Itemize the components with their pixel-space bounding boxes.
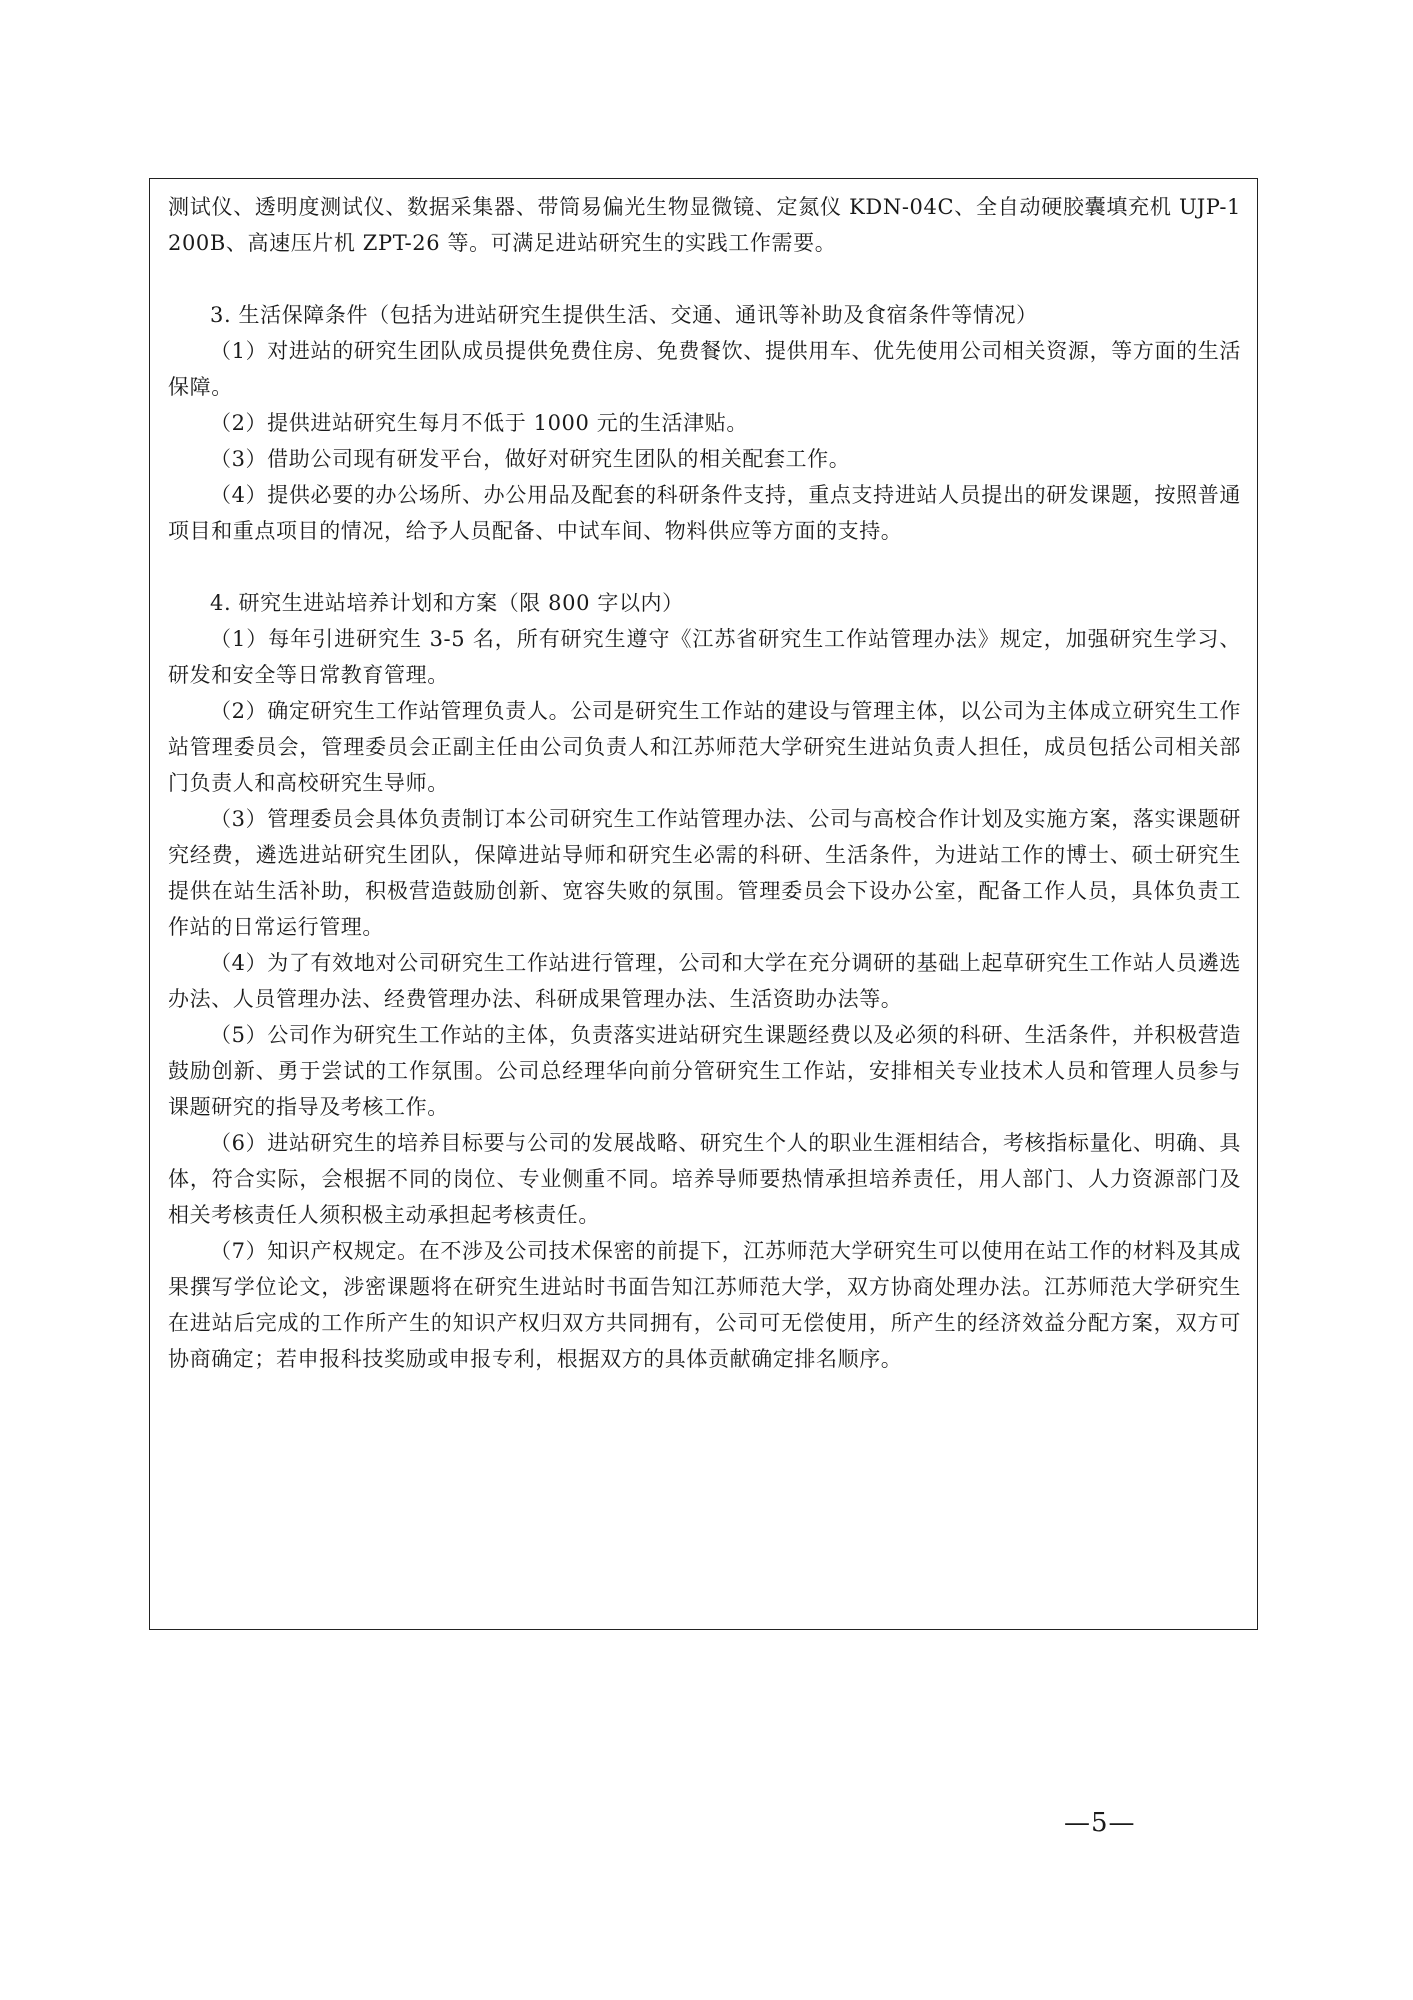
section-3-item-1: （1）对进站的研究生团队成员提供免费住房、免费餐饮、提供用车、优先使用公司相关资源，等方面的生活保障。 — [168, 339, 1241, 399]
section-4-item-6: （6）进站研究生的培养目标要与公司的发展战略、研究生个人的职业生涯相结合，考核指标量化、明确、具体，符合实际，会根据不同的岗位、专业侧重不同。培养导师要热情承担培养责任，用人部门、人力资源部门及相关考核责任人须积极主动承担起考核责任。 — [168, 1131, 1241, 1227]
intro-continuation: 测试仪、透明度测试仪、数据采集器、带筒易偏光生物显微镜、定氮仪 KDN-04C、全自动硬胶囊填充机 UJP-1200B、高速压片机 ZPT-26 等。可满足进站研究生的实践工作需要。 — [168, 195, 1241, 255]
section-4-item-2: （2）确定研究生工作站管理负责人。公司是研究生工作站的建设与管理主体，以公司为主体成立研究生工作站管理委员会，管理委员会正副主任由公司负责人和江苏师范大学研究生进站负责人担任，成员包括公司相关部门负责人和高校研究生导师。 — [168, 699, 1241, 795]
page-number: —5— — [1064, 1808, 1136, 1838]
section-3-item-4: （4）提供必要的办公场所、办公用品及配套的科研条件支持，重点支持进站人员提出的研发课题，按照普通项目和重点项目的情况，给予人员配备、中试车间、物料供应等方面的支持。 — [168, 483, 1241, 543]
content-table-cell — [149, 178, 1258, 1630]
section-4-item-5: （5）公司作为研究生工作站的主体，负责落实进站研究生课题经费以及必须的科研、生活条件，并积极营造鼓励创新、勇于尝试的工作氛围。公司总经理华向前分管研究生工作站，安排相关专业技术人员和管理人员参与课题研究的指导及考核工作。 — [168, 1023, 1241, 1119]
section-3-title: 3. 生活保障条件（包括为进站研究生提供生活、交通、通讯等补助及食宿条件等情况） — [210, 303, 1038, 327]
spacer — [168, 261, 1241, 297]
section-4-item-1: （1）每年引进研究生 3-5 名，所有研究生遵守《江苏省研究生工作站管理办法》规定，加强研究生学习、研发和安全等日常教育管理。 — [168, 627, 1241, 687]
section-4-item-7: （7）知识产权规定。在不涉及公司技术保密的前提下，江苏师范大学研究生可以使用在站工作的材料及其成果撰写学位论文，涉密课题将在研究生进站时书面告知江苏师范大学，双方协商处理办法。江苏师范大学研究生在进站后完成的工作所产生的知识产权归双方共同拥有，公司可无偿使用，所产生的经济效益分配方案，双方可协商确定；若申报科技奖励或申报专利，根据双方的具体贡献确定排名顺序。 — [168, 1239, 1241, 1371]
section-3-item-3: （3）借助公司现有研发平台，做好对研究生团队的相关配套工作。 — [210, 447, 851, 471]
section-4-item-3: （3）管理委员会具体负责制订本公司研究生工作站管理办法、公司与高校合作计划及实施方案，落实课题研究经费，遴选进站研究生团队，保障进站导师和研究生必需的科研、生活条件，为进站工作的博士、硕士研究生提供在站生活补助，积极营造鼓励创新、宽容失败的氛围。管理委员会下设办公室，配备工作人员，具体负责工作站的日常运行管理。 — [168, 807, 1241, 939]
section-4-title: 4. 研究生进站培养计划和方案（限 800 字以内） — [210, 591, 684, 615]
spacer — [168, 549, 1241, 585]
section-4-item-4: （4）为了有效地对公司研究生工作站进行管理，公司和大学在充分调研的基础上起草研究生工作站人员遴选办法、人员管理办法、经费管理办法、科研成果管理办法、生活资助办法等。 — [168, 951, 1241, 1011]
section-3-item-2: （2）提供进站研究生每月不低于 1000 元的生活津贴。 — [210, 411, 748, 435]
